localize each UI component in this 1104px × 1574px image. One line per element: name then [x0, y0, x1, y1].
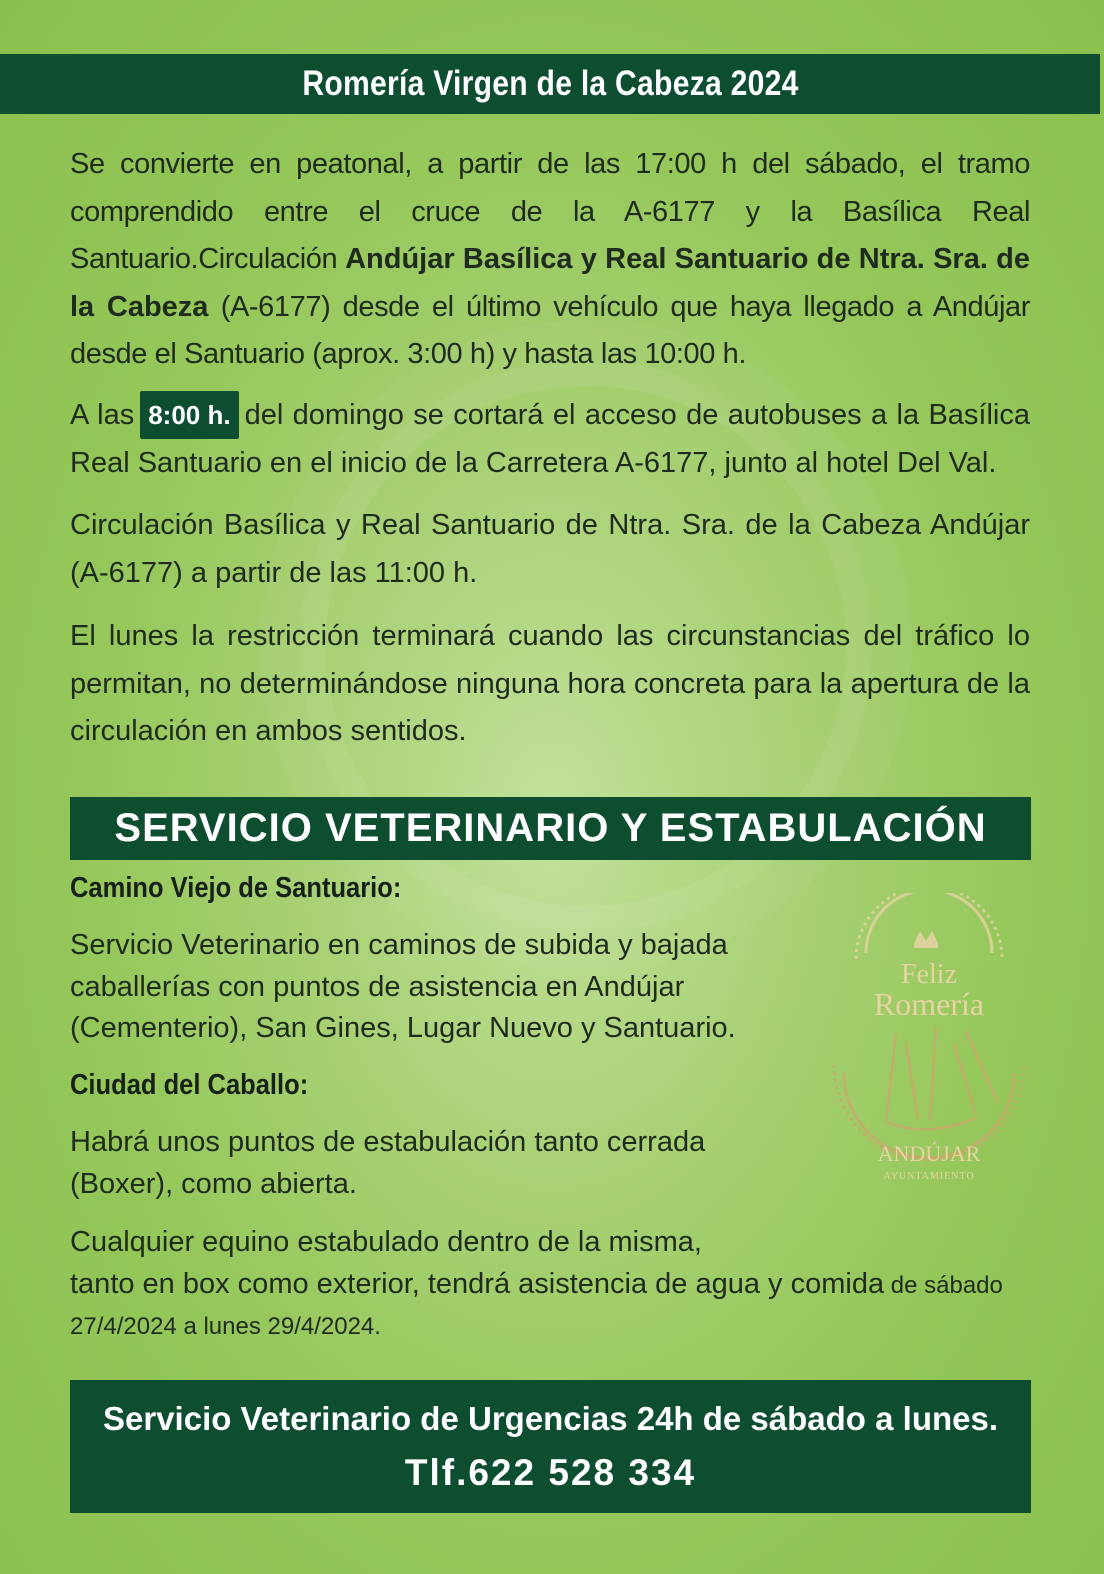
section-banner: [70, 797, 1031, 860]
paragraph-lunes: El lunes la restricción terminará cuando las circunstancias del tráfico lo permitan, no determinándose ninguna hora concreta para la apertura de la circulación en ambos sentidos.: [70, 620, 1030, 747]
title-banner: [0, 54, 1100, 114]
heading-ciudad-caballo: Ciudad del Caballo:: [70, 1069, 309, 1101]
pilgrims-figures-icon: [886, 1028, 998, 1129]
equino-line-1: Cualquier equino estabulado dentro de la misma,: [70, 1226, 702, 1258]
equino-paragraph: [70, 1222, 1030, 1348]
emergency-phone-number: Tlf.622 528 334: [404, 1452, 697, 1493]
equino-line-2-small: de sábado: [884, 1271, 1003, 1299]
paragraph-circulacion: Circulación Basílica y Real Santuario de Ntra. Sra. de la Cabeza Andújar (A-6177) a partir de las 11:00 h.: [70, 509, 1030, 589]
paragraph-autobuses-start: A las: [70, 399, 135, 431]
equino-line-3: 27/4/2024 a lunes 29/4/2024.: [70, 1313, 381, 1340]
heading-camino-viejo: Camino Viejo de Santuario:: [70, 872, 402, 904]
paragraph-peatonal: [70, 141, 1030, 379]
equino-line-2-text: tanto en box como exterior, tendrá asistencia de agua y comida: [70, 1267, 885, 1300]
ciudad-caballo-text: Habrá unos puntos de estabulación tanto cerrada (Boxer), como abierta.: [70, 1126, 706, 1200]
logo-text-feliz: Feliz: [901, 959, 957, 990]
crown-icon: [914, 931, 938, 948]
paragraph-autobuses-text: del domingo se cortará el acceso de autobuses a la Basílica Real Santuario en el inicio de la Carretera A-6177, junto al hotel Del Val.: [70, 399, 1030, 479]
emergency-service-text: Servicio Veterinario de Urgencias 24h de sábado a lunes.: [102, 1400, 999, 1437]
time-highlight-badge: 8:00 h.: [140, 391, 238, 439]
paragraph-peatonal-text: Se convierte en peatonal, a partir de las 17:00 h del sábado, el tramo comprendido entre el cruce de la A-6177 y la Basílica Real Santuario.Circulación: [70, 148, 1030, 275]
logo-text-romeria: Romería: [873, 986, 985, 1022]
section-title: SERVICIO VETERINARIO Y ESTABULACIÓN: [114, 806, 987, 850]
sunburst-top-icon: [856, 893, 1002, 959]
page-title: Romería Virgen de la Cabeza 2024: [301, 64, 799, 103]
equino-line-2: [70, 1264, 1030, 1307]
logo-text-andujar: ANDÚJAR: [877, 1141, 981, 1166]
paragraph-peatonal-text-end: (A-6177) desde el último vehículo que haya llegado a Andújar desde el Santuario (aprox. 3:00 h) y hasta las 10:00 h.: [70, 290, 1030, 370]
paragraph-autobuses: [70, 391, 1030, 487]
logo-text-ayuntamiento: AYUNTAMIENTO: [883, 1171, 975, 1182]
emergency-footer-banner: [70, 1380, 1031, 1513]
paragraph-peatonal-bold: Andújar Basílica y Real Santuario de Ntra. Sra. de la Cabeza: [70, 243, 1030, 323]
camino-viejo-text: Servicio Veterinario en caminos de subida y bajada caballerías con puntos de asistencia en Andújar (Cementerio), San Gines, Lugar Nuevo y Santuario.: [70, 929, 736, 1044]
feliz-romeria-logo: [826, 893, 1032, 1193]
